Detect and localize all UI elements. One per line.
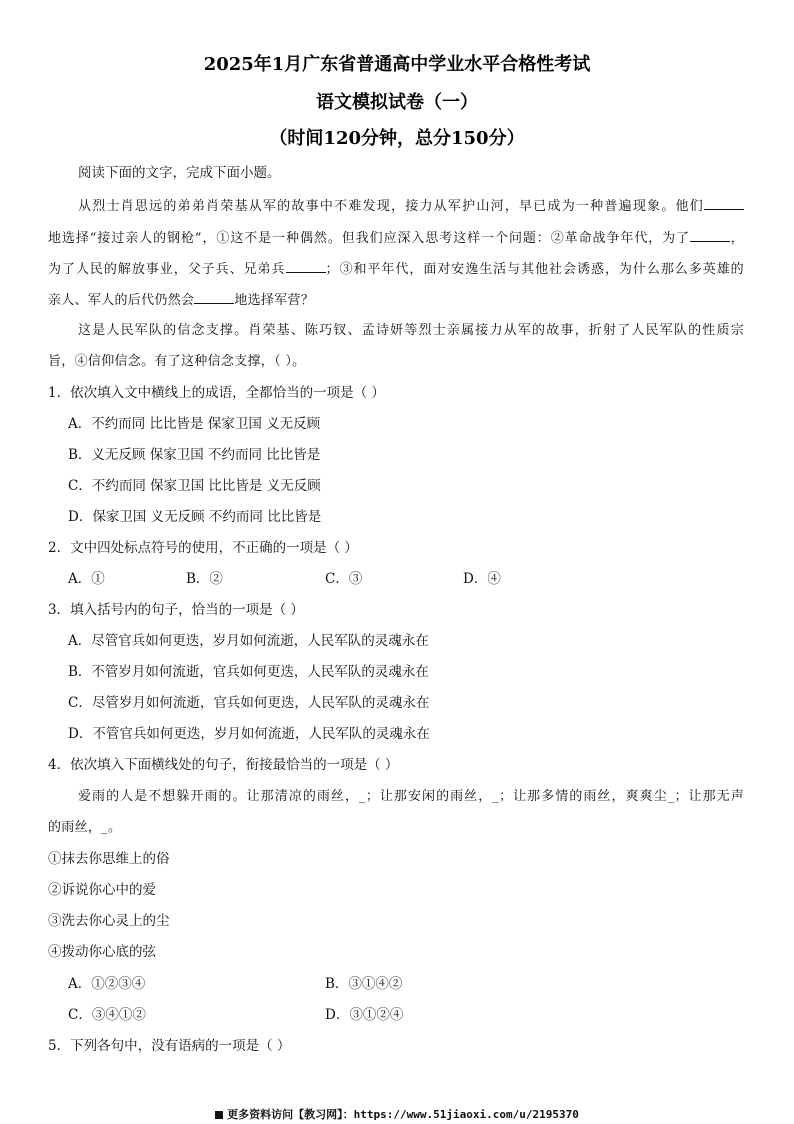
blank-line	[690, 228, 730, 242]
passage-text: ，	[730, 231, 744, 246]
footer-text: 更多资料访问【教习网】：https://www.51jiaoxi.com/u/2195370	[227, 1108, 579, 1121]
question-4-stem: 4．依次填入下面横线处的句子，衔接最恰当的一项是（ ）	[48, 757, 399, 773]
passage-text: ；③和平年代，面对安逸生活与其他社会诱惑，为什么那么多英雄的	[325, 262, 744, 277]
q2-option-b[interactable]: B．②	[186, 571, 223, 587]
exam-time-info: （时间120分钟，总分150分）	[269, 128, 525, 149]
q3-option-c[interactable]: C．尽管岁月如何流逝，官兵如何更迭，人民军队的灵魂永在	[68, 695, 430, 711]
q4-option-d[interactable]: D．③①②④	[325, 1007, 404, 1023]
blank-line	[194, 290, 234, 304]
q2-option-c[interactable]: C．③	[325, 571, 363, 587]
q4-option-a[interactable]: A．①②③④	[68, 976, 146, 992]
q4-text-line: 爱雨的人是不想躲开雨的。让那清凉的雨丝，_；让那安闲的雨丝，_；让那多情的雨丝，爽爽尘_；让那无声	[78, 789, 744, 804]
q2-option-d[interactable]: D．④	[463, 571, 501, 587]
passage-line: 这是人民军队的信念支撑。肖荣基、陈巧钗、孟诗妍等烈士亲属接力从军的故事，折射了人民军队的性质宗	[78, 323, 744, 338]
q1-option-c[interactable]: C．不约而同 保家卫国 比比皆是 义无反顾	[68, 478, 321, 494]
passage-text: 地选择“接过亲人的钢枪”，①这不是一种偶然。但我们应深入思考这样一个问题：②革命战争年代，为了	[48, 231, 691, 246]
question-5-stem: 5．下列各句中，没有语病的一项是（ ）	[48, 1038, 291, 1054]
passage-text: 为了人民的解放事业，父子兵、兄弟兵	[48, 262, 286, 277]
q4-sentence-4: ④拨动你心底的弦	[48, 944, 156, 960]
q1-option-d[interactable]: D．保家卫国 义无反顾 不约而同 比比皆是	[68, 509, 322, 525]
q1-option-a[interactable]: A．不约而同 比比皆是 保家卫国 义无反顾	[68, 416, 321, 432]
question-3-stem: 3．填入括号内的句子，恰当的一项是（ ）	[48, 602, 304, 618]
exam-title: 2025年1月广东省普通高中学业水平合格性考试	[203, 54, 591, 75]
passage-line	[78, 196, 744, 216]
flag-icon	[215, 1111, 223, 1119]
passage-line	[48, 228, 744, 248]
q3-option-d[interactable]: D．不管官兵如何更迭，岁月如何流逝，人民军队的灵魂永在	[68, 726, 430, 742]
passage-text: 亲人、军人的后代仍然会	[48, 293, 195, 308]
passage-line	[48, 290, 314, 310]
blank-line	[704, 196, 744, 210]
blank-line	[286, 259, 326, 273]
passage-intro: 阅读下面的文字，完成下面小题。	[78, 165, 281, 181]
question-2-stem: 2．文中四处标点符号的使用，不正确的一项是（ ）	[48, 540, 358, 556]
q4-sentence-3: ③洗去你心灵上的尘	[48, 913, 170, 929]
q4-sentence-2: ②诉说你心中的爱	[48, 882, 156, 898]
q4-sentence-1: ①抹去你思维上的俗	[48, 851, 170, 867]
passage-text: 从烈士肖思远的弟弟肖荣基从军的故事中不难发现，接力从军护山河，早已成为一种普遍现象。他们	[78, 199, 704, 214]
passage-line	[48, 259, 744, 279]
passage-text: 地选择军营？	[234, 293, 315, 308]
q4-option-b[interactable]: B．③①④②	[325, 976, 403, 992]
question-1-stem: 1．依次填入文中横线上的成语，全都恰当的一项是（ ）	[48, 385, 385, 401]
exam-subtitle: 语文模拟试卷（一）	[316, 92, 478, 113]
q3-option-b[interactable]: B．不管岁月如何流逝，官兵如何更迭，人民军队的灵魂永在	[68, 664, 429, 680]
footer-link[interactable]	[0, 1106, 794, 1122]
q4-text-line: 的雨丝，_。	[48, 820, 122, 835]
q1-option-b[interactable]: B．义无反顾 保家卫国 不约而同 比比皆是	[68, 447, 321, 463]
q2-option-a[interactable]: A．①	[68, 571, 105, 587]
q4-option-c[interactable]: C．③④①②	[68, 1007, 146, 1023]
passage-line: 旨，④信仰信念。有了这种信念支撑，（ ）。	[48, 354, 306, 369]
q3-option-a[interactable]: A．尽管官兵如何更迭，岁月如何流逝，人民军队的灵魂永在	[68, 633, 429, 649]
